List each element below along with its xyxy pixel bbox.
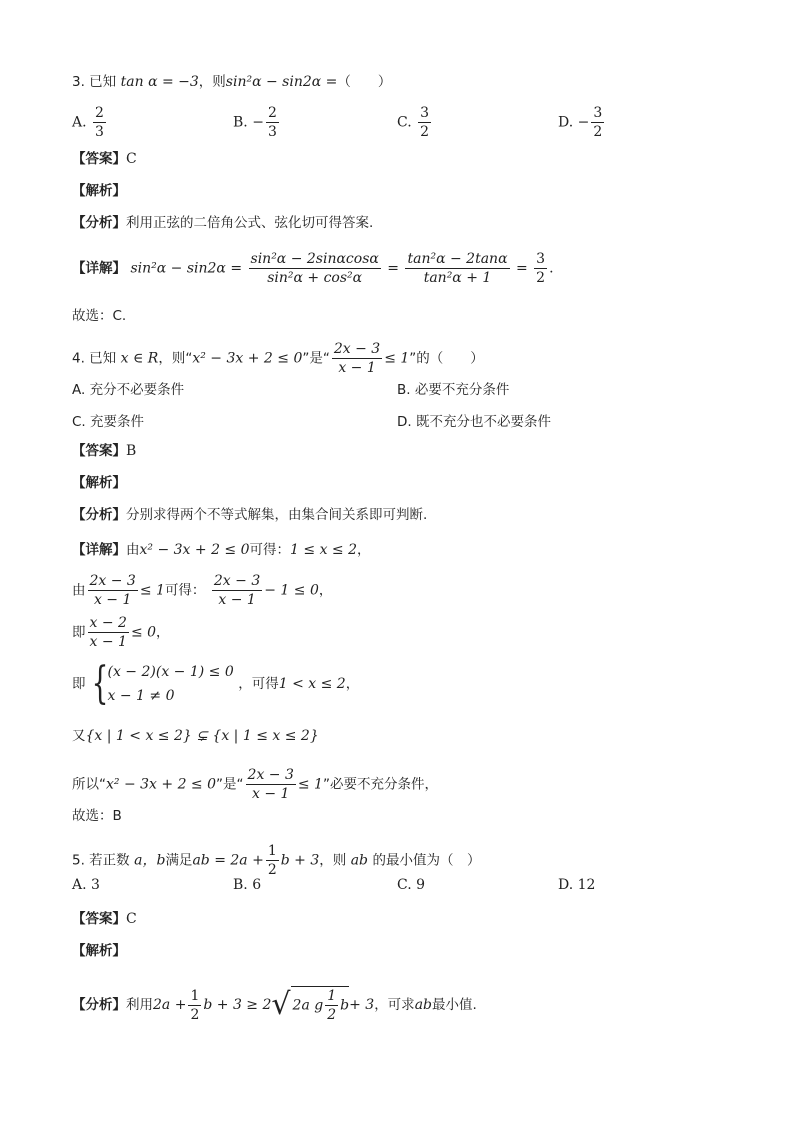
fraction: $\frac{x - 2}{x - 1}$ xyxy=(89,615,127,650)
fraction: $\frac{\text{tan²α − 2tanα}}{\text{tan²α + 1}}$ xyxy=(407,251,508,286)
q4-option-c: C. 充要条件 xyxy=(72,414,145,430)
q5-option-a: A. 3 xyxy=(72,877,100,893)
q3-option-a: A. $\frac{2}{3}$ xyxy=(72,105,104,140)
q4-detail-6: 所以“x² − 3x + 2 ≤ 0”是“ $\frac{2x - 3}{x - 1}$ ≤ 1”必要不充分条件， xyxy=(72,767,438,802)
fraction: $\frac{2x - 3}{x - 1}$ xyxy=(333,341,381,376)
q4-detail-1: 【详解】由x² − 3x + 2 ≤ 0可得：1 ≤ x ≤ 2， xyxy=(72,542,371,558)
q4-option-d: D. 既不充分也不必要条件 xyxy=(397,414,551,430)
fraction: $\frac{2}{3}$ xyxy=(95,105,104,140)
q3-choice: 故选：C. xyxy=(72,308,127,324)
q4-detail-2: 由 $\frac{2x - 3}{x - 1}$ ≤ 1可得： $\frac{2x - 3}{x - 1}$ − 1 ≤ 0， xyxy=(72,573,333,608)
q3-stem: 3. 已知 tan α = −3，则sin²α − sin2α =（ ） xyxy=(72,74,392,90)
fraction: $\frac{2x - 3}{x - 1}$ xyxy=(89,573,136,608)
q3-answer: 【答案】C xyxy=(72,151,137,167)
q4-answer: 【答案】B xyxy=(72,443,137,459)
q5-answer: 【答案】C xyxy=(72,911,137,927)
left-brace: { xyxy=(91,658,108,709)
q3-detail: 【详解】 sin²α − sin2α = $\frac{\text{sin²α − 2sinαcosα}}{\text{sin²α + cos²α}}$ = $\frac{\text{tan²α − 2tanα}}{\text{tan²α + 1}}$ = $\frac{3}{2}$ . xyxy=(72,251,554,286)
q4-fenxi: 【分析】分别求得两个不等式解集，由集合间关系即可判断. xyxy=(72,507,428,523)
q4-option-a: A. 充分不必要条件 xyxy=(72,382,185,398)
inequality-system: (x − 2)(x − 1) ≤ 0 x − 1 ≠ 0 xyxy=(107,664,234,704)
fraction: $\frac{1}{2}$ xyxy=(190,987,200,1023)
q5-option-d: D. 12 xyxy=(558,877,596,893)
square-root: √ 2a g $\frac{1}{2}$ b xyxy=(271,987,350,1023)
fraction: $\frac{\text{sin²α − 2sinαcosα}}{\text{sin²α + cos²α}}$ xyxy=(250,251,379,286)
fraction: $\frac{2x - 3}{x - 1}$ xyxy=(247,767,294,802)
q4-choice: 故选：B xyxy=(72,808,122,824)
fraction: $\frac{1}{2}$ xyxy=(327,988,337,1023)
q5-option-c: C. 9 xyxy=(397,877,426,893)
q3-option-d: D. − $\frac{3}{2}$ xyxy=(558,105,603,140)
q5-analysis-tag: 【解析】 xyxy=(72,943,126,959)
q4-option-b: B. 必要不充分条件 xyxy=(397,382,510,398)
fraction: $\frac{3}{2}$ xyxy=(420,105,430,140)
q3-analysis-tag: 【解析】 xyxy=(72,183,126,199)
q4-detail-5: 又{x | 1 < x ≤ 2} ⊊ {x | 1 ≤ x ≤ 2} xyxy=(72,728,319,744)
q4-detail-3: 即 $\frac{x - 2}{x - 1}$ ≤ 0， xyxy=(72,615,170,650)
q3-option-c: C. $\frac{3}{2}$ xyxy=(397,105,430,140)
q5-stem: 5. 若正数 a，b满足ab = 2a + $\frac{1}{2}$ b + 3，则 ab 的最小值为（ ） xyxy=(72,843,481,878)
fraction: $\frac{2x - 3}{x - 1}$ xyxy=(213,573,261,608)
q3-fenxi: 【分析】利用正弦的二倍角公式、弦化切可得答案. xyxy=(72,215,374,231)
fraction: $\frac{1}{2}$ xyxy=(267,843,277,878)
q5-option-b: B. 6 xyxy=(233,877,262,893)
fraction: $\frac{3}{2}$ xyxy=(593,105,603,140)
q3-option-b: B. − $\frac{2}{3}$ xyxy=(233,105,277,140)
q5-fenxi: 【分析】利用2a + $\frac{1}{2}$ b + 3 ≥ 2√ 2a g $\frac{1}{2}$ b+ 3，可求ab最小值. xyxy=(72,987,477,1023)
fraction: $\frac{3}{2}$ xyxy=(536,251,546,286)
q4-stem: 4. 已知 x ∈ R，则“x² − 3x + 2 ≤ 0”是“ $\frac{2x - 3}{x - 1}$ ≤ 1”的（ ） xyxy=(72,341,484,376)
q4-detail-4: 即 { (x − 2)(x − 1) ≤ 0 x − 1 ≠ 0 ，可得1 < x ≤ 2， xyxy=(72,658,360,709)
fraction: $\frac{2}{3}$ xyxy=(267,105,277,140)
q4-analysis-tag: 【解析】 xyxy=(72,475,126,491)
